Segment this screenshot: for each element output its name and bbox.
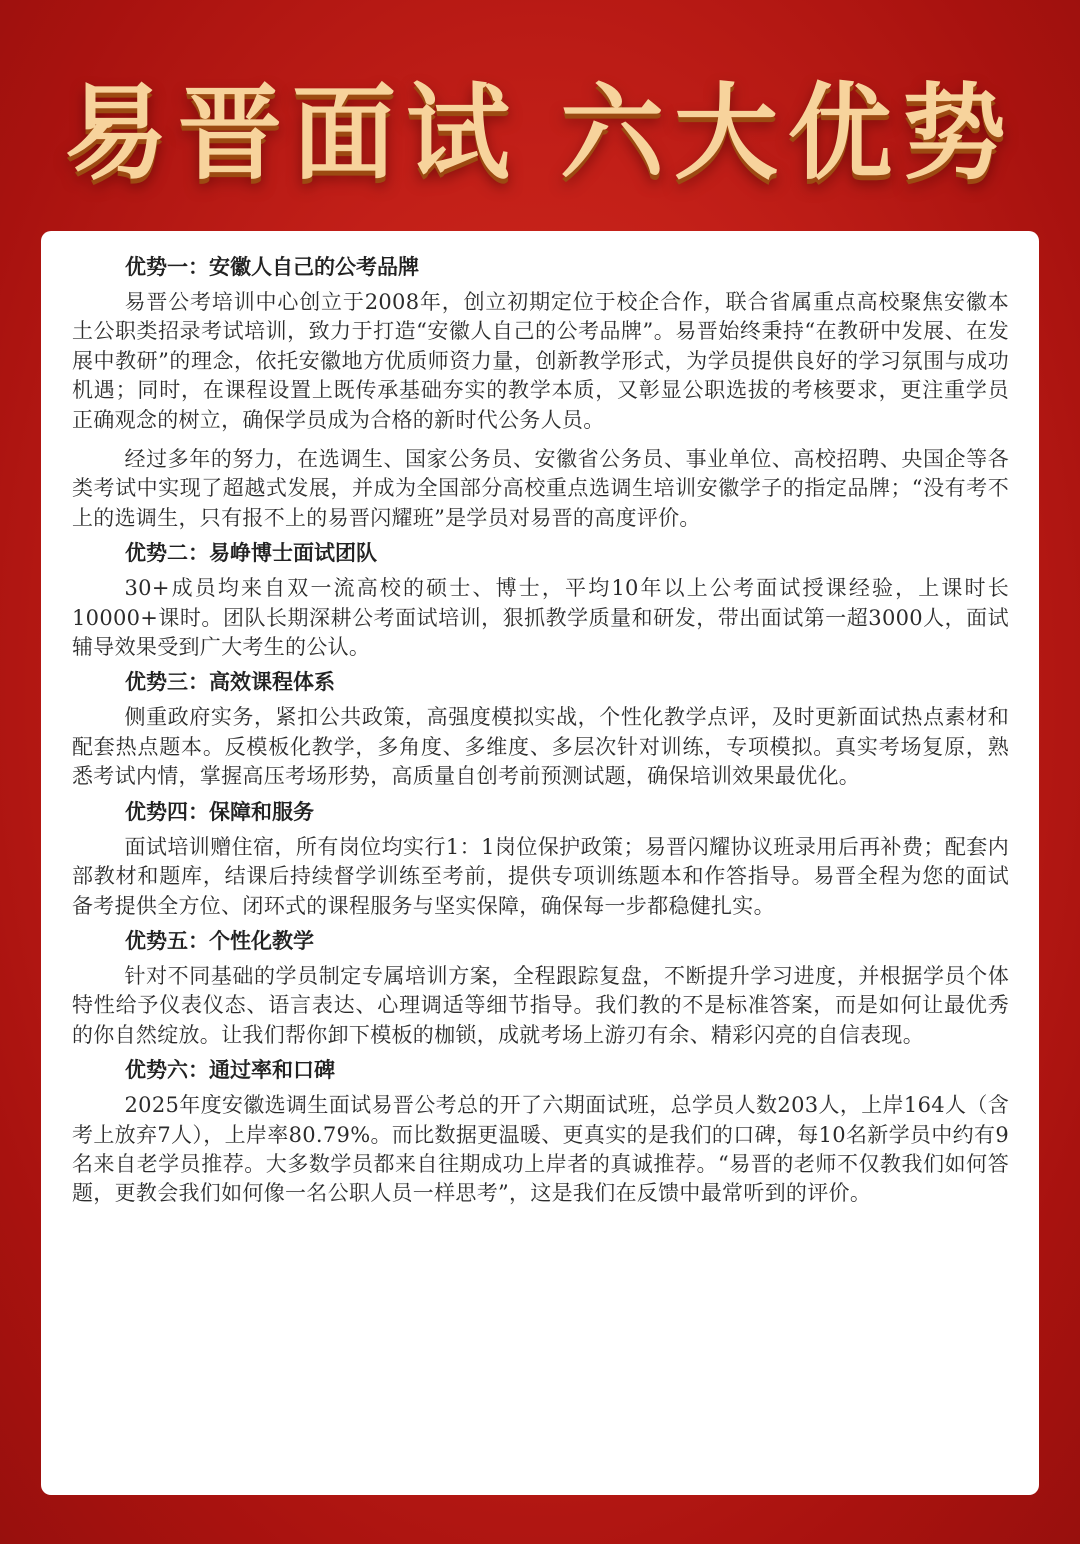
section-4-paragraph-1: 面试培训赠住宿，所有岗位均实行1：1岗位保护政策；易晋闪耀协议班录用后再补费；配套内部教材和题库，结课后持续督学训练至考前，提供专项训练题本和作答指导。易晋全程为您的面试备考提供全方位、闭环式的课程服务与坚实保障，确保每一步都稳健扎实。 [72,834,1009,918]
section-1-paragraph-2: 经过多年的努力，在选调生、国家公务员、安徽省公务员、事业单位、高校招聘、央国企等各类考试中实现了超越式发展，并成为全国部分高校重点选调生培训安徽学子的指定品牌；“没有考不上的选调生，只有报不上的易晋闪耀班”是学员对易晋的高度评价。 [72,447,1009,530]
section-heading-2: 优势二：易峥博士面试团队 [125,541,377,566]
title-part-2: 六大优势 [560,72,1017,194]
section-6-paragraph-1: 2025年度安徽选调生面试易晋公考总的开了六期面试班，总学员人数203人，上岸164人（含考上放弃7人），上岸率80.79%。而比数据更温暖、更真实的是我们的口碑，每10名新学员中约有9名来自老学员推荐。大多数学员都来自往期成功上岸者的真诚推荐。“易晋的老师不仅教我们如何答题，更教会我们如何像一名公职人员一样思考”，这是我们在反馈中最常听到的评价。 [72,1093,1009,1206]
section-heading-1: 优势一：安徽人自己的公考品牌 [125,255,419,279]
title-part-1: 易晋面试 [63,72,520,194]
content-card [41,231,1039,1495]
section-2-paragraph-1: 30+成员均来自双一流高校的硕士、博士，平均10年以上公考面试授课经验，上课时长10000+课时。团队长期深耕公考面试培训，狠抓教学质量和研发，带出面试第一超3000人，面试辅导效果受到广大考生的公认。 [72,576,1009,660]
section-heading-5: 优势五：个性化教学 [125,928,314,953]
section-3-paragraph-1: 侧重政府实务，紧扣公共政策，高强度模拟实战，个性化教学点评，及时更新面试热点素材和配套热点题本。反模板化教学，多角度、多维度、多层次针对训练，专项模拟。真实考场复原，熟悉考试内情，掌握高压考场形势，高质量自创考前预测试题，确保培训效果最优化。 [72,705,1009,789]
section-heading-3: 优势三：高效课程体系 [125,670,335,695]
section-heading-4: 优势四：保障和服务 [125,799,314,824]
section-1-paragraph-1: 易晋公考培训中心创立于2008年，创立初期定位于校企合作，联合省属重点高校聚焦安徽本土公职类招录考试培训，致力于打造“安徽人自己的公考品牌”。易晋始终秉持“在教研中发展、在发展中教研”的理念，依托安徽地方优质师资力量，创新教学形式，为学员提供良好的学习氛围与成功机遇；同时，在课程设置上既传承基础夯实的教学本质，又彰显公职选拔的考核要求，更注重学员正确观念的树立，确保学员成为合格的新时代公务人员。 [72,290,1009,432]
poster-title [0,68,1080,198]
section-heading-6: 优势六：通过率和口碑 [125,1058,335,1083]
section-5-paragraph-1: 针对不同基础的学员制定专属培训方案，全程跟踪复盘，不断提升学习进度，并根据学员个体特性给予仪表仪态、语言表达、心理调适等细节指导。我们教的不是标准答案，而是如何让最优秀的你自然绽放。让我们帮你卸下模板的枷锁，成就考场上游刃有余、精彩闪亮的自信表现。 [72,963,1009,1047]
